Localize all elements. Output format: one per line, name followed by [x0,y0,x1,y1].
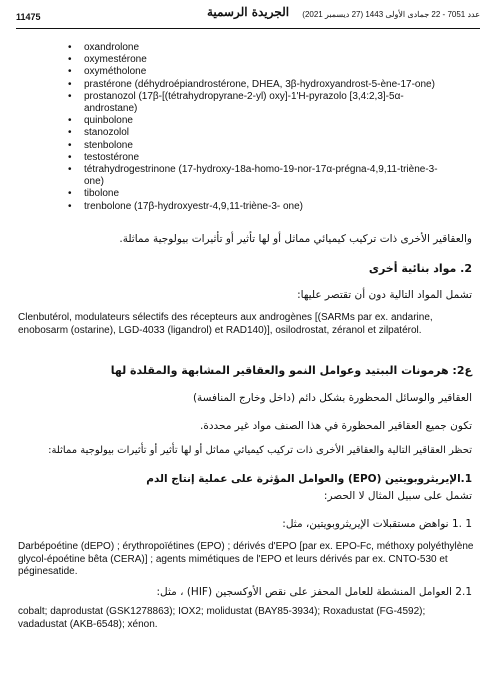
page-header [16,4,480,26]
substance-list [68,42,448,213]
page-number: 11475 [16,12,41,22]
header-rule [16,28,480,29]
section-2-title: 2. مواد بنائية أخرى [368,262,472,275]
section-2-intro: تشمل المواد التالية دون أن تقتصر عليها: [297,289,472,301]
s2-heading: ع2: هرمونات الببتيد وعوامل النمو والعقاقير المشابهة والمقلدة لها [110,364,472,377]
list-item: • oxandrolone [68,42,448,54]
s2-line-2: تكون جميع العقاقير المحظورة في هذا الصنف مواد غير محددة. [200,420,472,432]
epo-intro: تشمل على سبيل المثال لا الحصر: [323,490,472,502]
hif-agents: cobalt; daprodustat (GSK1278863); IOX2; molidustat (BAY85-3934); Roxadustat (FG-4592); vadadustat (AKB-6548); xénon. [18,606,426,630]
list-item: • oxymestérone [68,54,448,66]
s2-line-3: تحظر العقاقير التالية والعقاقير الأخرى ذات تركيب كيميائي مماثل أو لها تأثير أو تأثيرات بيولوجية مماثلة: [48,445,472,456]
list-item: • prastérone (déhydroépiandrostérone, DHEA, 3β-hydroxyandrost-5-ène-17-one) [68,79,448,91]
list-item: • tétrahydrogestrinone (17-hydroxy-18a-homo-19-nor-17α-prégna-4,9,11-triène-3-one) [68,164,448,188]
list-item: • oxymétholone [68,66,448,78]
epo-1-2: 2.1 العوامل المنشطة للعامل المحفز على نقص الأوكسجين (HIF) ، مثل: [156,586,472,598]
s2-line-1: العقاقير والوسائل المحظورة بشكل دائم (داخل وخارج المنافسة) [192,392,472,404]
other-similar-note: والعقاقير الأخرى ذات تركيب كيميائي مماثل أو لها تأثير أو تأثيرات بيولوجية مماثلة. [119,233,472,245]
list-item: • stenbolone [68,140,448,152]
issue-info: عدد 7051 - 22 جمادى الأولى 1443 (27 ديسمبر 2021) [302,10,480,19]
other-anabolic-agents: Clenbutérol, modulateurs sélectifs des récepteurs aux androgènes [(SARMs par ex. andarine, enobosarm (ostarine), LGD-4033 (ligandrol) et RAD140)], osilodrostat, zéranol et zilpatérol. [18,312,433,336]
list-item: • trenbolone (17β-hydroxyestr-4,9,11-triène-3- one) [68,201,448,213]
journal-title: الجريدة الرسمية [206,5,290,19]
list-item: • prostanozol (17β-[(tétrahydropyrane-2-yl) oxy]-1'H-pyrazolo [3,4:2,3]-5α-androstane) [68,91,448,115]
list-item: • quinbolone [68,115,448,127]
epo-1-1: 1 .1 نواهض مستقبلات الإيريثروبويتين، مثل: [282,518,472,530]
epo-agonists: Darbépoétine (dEPO) ; érythropoïétines (EPO) ; dérivés d'EPO [par ex. EPO-Fc, méthoxy polyéthylène glycol-époétine bêta (CERA)] ; agents mimétiques de l'EPO et leurs dérivés par ex. CNTO-530 et péginesatide. [18,541,474,577]
list-item: • testostérone [68,152,448,164]
epo-heading: 1.الإيريثروبويتين (EPO) والعوامل المؤثرة على عملية إنتاج الدم [146,473,472,485]
list-item: • tibolone [68,188,448,200]
list-item: • stanozolol [68,127,448,139]
